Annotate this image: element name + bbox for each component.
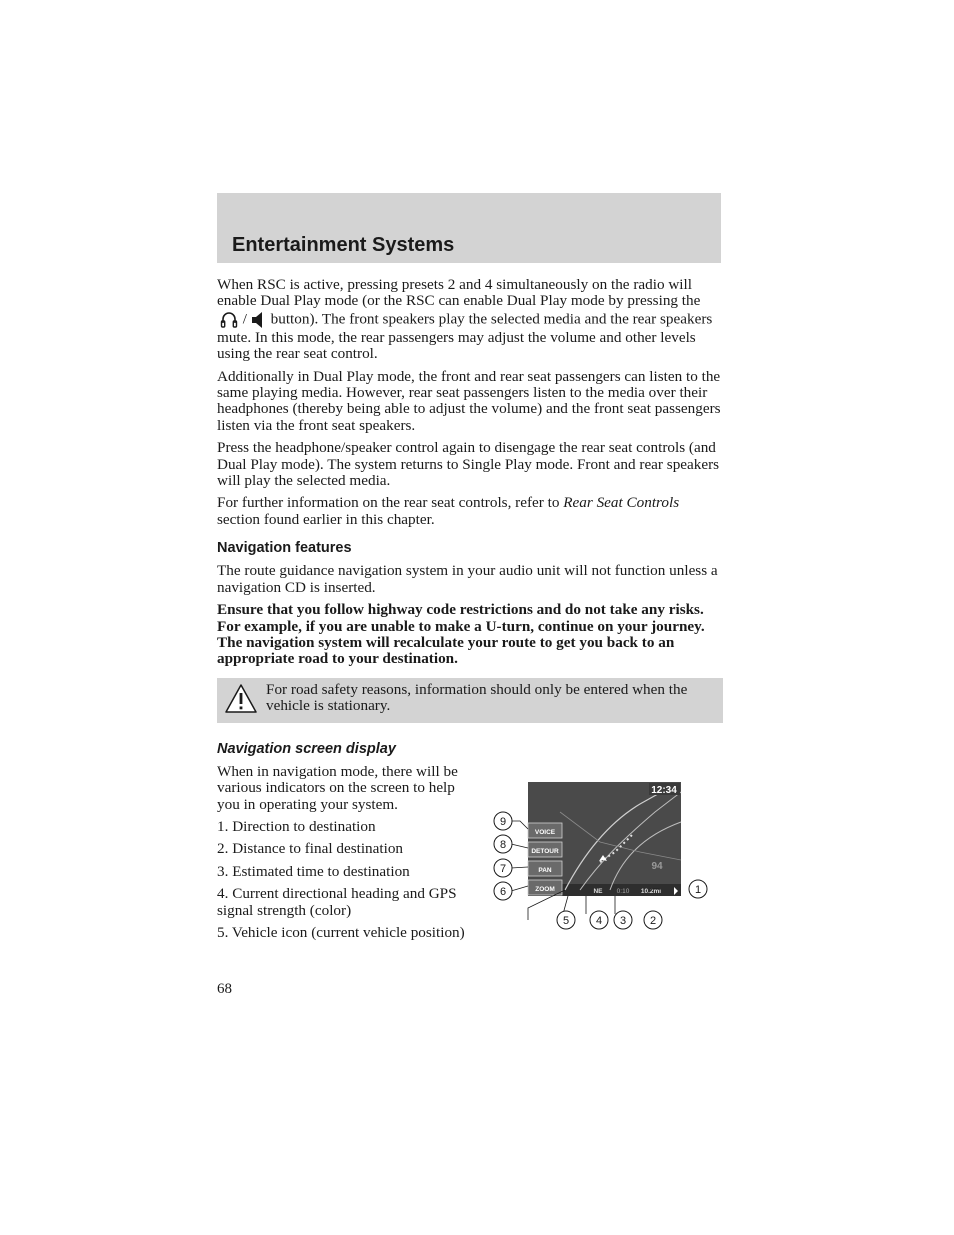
- intro-p1-text-b: button). The front speakers play the selected media and the rear speakers mute. In this mode, the rear passengers may adjust the volume and other levels using the rear seat control.: [217, 310, 713, 363]
- intro-p4-text-a: For further information on the rear seat controls, refer to: [217, 494, 560, 512]
- callout-4: [590, 911, 608, 929]
- headphone-speaker-icons: [219, 310, 265, 330]
- callout-6: [494, 882, 512, 900]
- time-readout: 0:10: [616, 887, 630, 895]
- list-item: 3. Estimated time to destination: [217, 862, 410, 880]
- safety-warning-text: For road safety reasons, information should only be entered when the vehicle is stationary.: [266, 680, 688, 715]
- callout-number: 6: [499, 885, 507, 898]
- callout-number: 8: [499, 838, 507, 851]
- callout-5: [557, 911, 575, 929]
- intro-paragraph-2: Additionally in Dual Play mode, the front and rear seat passengers can listen to the same playing media. However, rear seat passengers listen to the media over their headphones (thereby being able to adjust the volume) and the front seat passengers listen via the front seat speakers.: [217, 367, 721, 434]
- callout-2: [644, 911, 662, 929]
- heading-readout: NE: [593, 887, 603, 895]
- distance-readout: 10.2mi: [640, 887, 662, 895]
- intro-paragraph-3: Press the headphone/speaker control again to disengage the rear seat controls (and Dual Play mode). The system returns to Single Play mode. Front and rear speakers will play the selected media.: [217, 439, 720, 490]
- screen-button-label: VOICE: [534, 828, 556, 836]
- nav-screen-section: [217, 764, 723, 986]
- intro-p1-text-a: When RSC is active, pressing presets 2 and 4 simultaneously on the radio will enable Dual Play mode (or the RSC can enable Dual Play mode by pressing the: [217, 276, 701, 310]
- callout-3: [614, 911, 632, 929]
- road-number: 94: [651, 860, 663, 872]
- safety-warning-box: [217, 678, 723, 723]
- warning-triangle-icon: [224, 683, 258, 715]
- intro-paragraph-1: [217, 277, 723, 363]
- callout-9: [494, 812, 512, 830]
- callout-8: [494, 835, 512, 853]
- callout-1: [689, 880, 707, 898]
- section-title: Entertainment Systems: [232, 234, 455, 256]
- callout-number: 7: [499, 862, 507, 875]
- navigation-screen-figure: [490, 782, 720, 932]
- screen-button-zoom: [528, 880, 562, 895]
- section-header-band: [217, 193, 721, 263]
- screen-button-voice: [528, 823, 562, 838]
- clock-readout: 12:34: [651, 784, 677, 796]
- screen-button-label: PAN: [538, 866, 552, 874]
- screen-button-label: DETOUR: [531, 847, 559, 855]
- screen-button-label: ZOOM: [535, 885, 555, 893]
- navigation-screen-display-heading: Navigation screen display: [217, 740, 396, 757]
- callout-number: 3: [619, 914, 627, 927]
- list-item: 4. Current directional heading and GPS signal strength (color): [217, 885, 457, 919]
- screen-background: [528, 782, 681, 896]
- callout-number: 9: [499, 815, 507, 828]
- callout-number: 1: [694, 883, 702, 896]
- nav-features-paragraph: The route guidance navigation system in your audio unit will not function unless a navigation CD is inserted.: [217, 562, 718, 596]
- intro-p4-text-b: section found earlier in this chapter.: [217, 510, 435, 528]
- callout-number: 2: [649, 914, 657, 927]
- speaker-icon: [251, 311, 265, 329]
- callout-7: [494, 859, 512, 877]
- nav-screen-text-column: [217, 764, 477, 948]
- intro-paragraph-4: [217, 495, 723, 528]
- screen-button-pan: [528, 861, 562, 876]
- callout-number: 5: [562, 914, 570, 927]
- list-item: 2. Distance to final destination: [217, 840, 404, 858]
- nav-screen-intro: When in navigation mode, there will be various indicators on the screen to help you in operating your system.: [217, 762, 458, 813]
- page-content: [217, 277, 723, 986]
- list-item: 1. Direction to destination: [217, 817, 376, 835]
- list-item: 5. Vehicle icon (current vehicle position): [217, 923, 465, 941]
- callout-number: 4: [595, 914, 603, 927]
- rear-seat-controls-reference: Rear Seat Controls: [563, 494, 680, 512]
- highway-code-warning-text: Ensure that you follow highway code restrictions and do not take any risks. For example, if you are unable to make a U-turn, continue on your journey. The navigation system will recalculate your route to get you back to an appropriate road to your destination.: [217, 601, 705, 668]
- navigation-features-heading: Navigation features: [217, 540, 352, 557]
- icon-separator: /: [242, 310, 248, 328]
- page-number: 68: [217, 981, 232, 997]
- screen-button-detour: [528, 842, 562, 857]
- headphone-icon: [219, 310, 239, 330]
